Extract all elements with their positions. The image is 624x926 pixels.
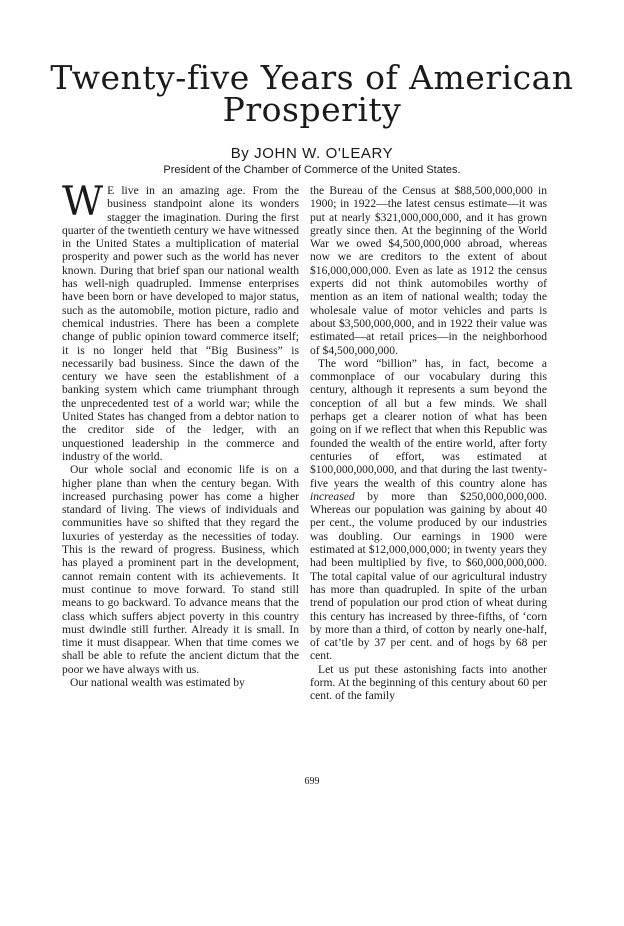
paragraph: Let us put these astonishing facts into another form. At the beginning of this century about 60 per cent. of the family <box>310 662 547 703</box>
page-number: 699 <box>304 776 320 787</box>
right-column <box>310 184 547 703</box>
paragraph: Our national wealth was estimated by <box>70 675 245 689</box>
paragraph-text: E live in an amazing age. From the business standpoint alone its wonders stagger the imagination. During the first quarter of the twentieth century we have witnessed in the United States a multiplication of material prosperity and power such as the world has never known. During that brief span our national wealth has well-nigh quadrupled. Immense enterprises have been born or have developed to major status, such as the automobile, motion picture, radio and chemical industries. There has been a complete change of public opinion toward commerce itself; it is no longer held that “Big Business” is necessarily bad business. Since the dawn of the century we have seen the establishment of a banking system which came triumphant through the unprecedented test of a world war; while the United States has changed from a debtor nation to the creditor side of the ledger, with an unquestioned leadership in the commerce and industry of the world. <box>62 184 299 463</box>
author-affiliation: President of the Chamber of Commerce of the United States. <box>163 164 461 176</box>
drop-cap: W <box>62 179 104 225</box>
paragraph-text: The word “billion” has, in fact, become a commonplace of our vocabulary during this century, although it represents a sum beyond the conception of all but a few minds. We shall perhaps get a clearer notion of what has been going on if we reflect that when this Republic was founded the wealth of the entire world, after forty centuries of effort, was estimated at $100,000,000,000, and that during the last twenty-five years the wealth of this country alone has <box>310 356 547 490</box>
author-byline: By JOHN W. O'LEARY <box>230 145 394 162</box>
left-column <box>62 179 299 689</box>
article-title-line-1: Twenty-five Years of American <box>50 58 574 97</box>
article-title-line-2: Prosperity <box>222 90 402 129</box>
paragraph-text: by more than $250,000,000,000. Whereas our population was gaining by about 40 per cent., the volume produced by our industries was doubling. Our earnings in 1900 were estimated at $12,000,000,000; in twenty years they had been multiplied by five, to $60,000,000,000. The total capital value of our agricultural industry has more than quadrupled. In spite of the urban trend of population our prod ction of wheat during this century has increased by three-fifths, of ‘corn by more than a third, of cotton by nearly one-half, of cat’tle by 37 per cent. and of hogs by 68 per cent. <box>310 489 547 663</box>
paragraph: Our whole social and economic life is on a higher plane than when the century began. With increased purchasing power has come a higher standard of living. The views of individuals and communities have so shifted that they regard the luxuries of yesterday as the necessities of today. This is the reward of progress. Business, which has played a prominent part in the development, cannot remain content with its achievements. It must continue to move forward. To stand still means to go backward. To advance means that the class which suffers abject poverty in this country must dwindle still further. Already it is small. In time it must disappear. When that time comes we shall be able to refute the ancient dictum that the poor we have always with us. <box>62 463 299 676</box>
paragraph <box>62 179 299 463</box>
paragraph <box>310 357 547 663</box>
emphasis: increased <box>310 489 355 503</box>
paragraph: the Bureau of the Census at $88,500,000,000 in 1900; in 1922—the latest census estimate—it was put at nearly $321,000,000,000, and it has grown greatly since then. At the beginning of the World War we owed $4,500,000,000 abroad, whereas now we are creditors to the extent of about $16,000,000,000. Even as late as 1912 the census experts did not think automobiles worthy of mention as an item of national wealth; today the wholesale value of motor vehicles and parts is about $3,500,000,000, and in 1922 their value was estimated—at retail prices—in the neighborhood of $4,500,000,000. <box>310 184 547 357</box>
